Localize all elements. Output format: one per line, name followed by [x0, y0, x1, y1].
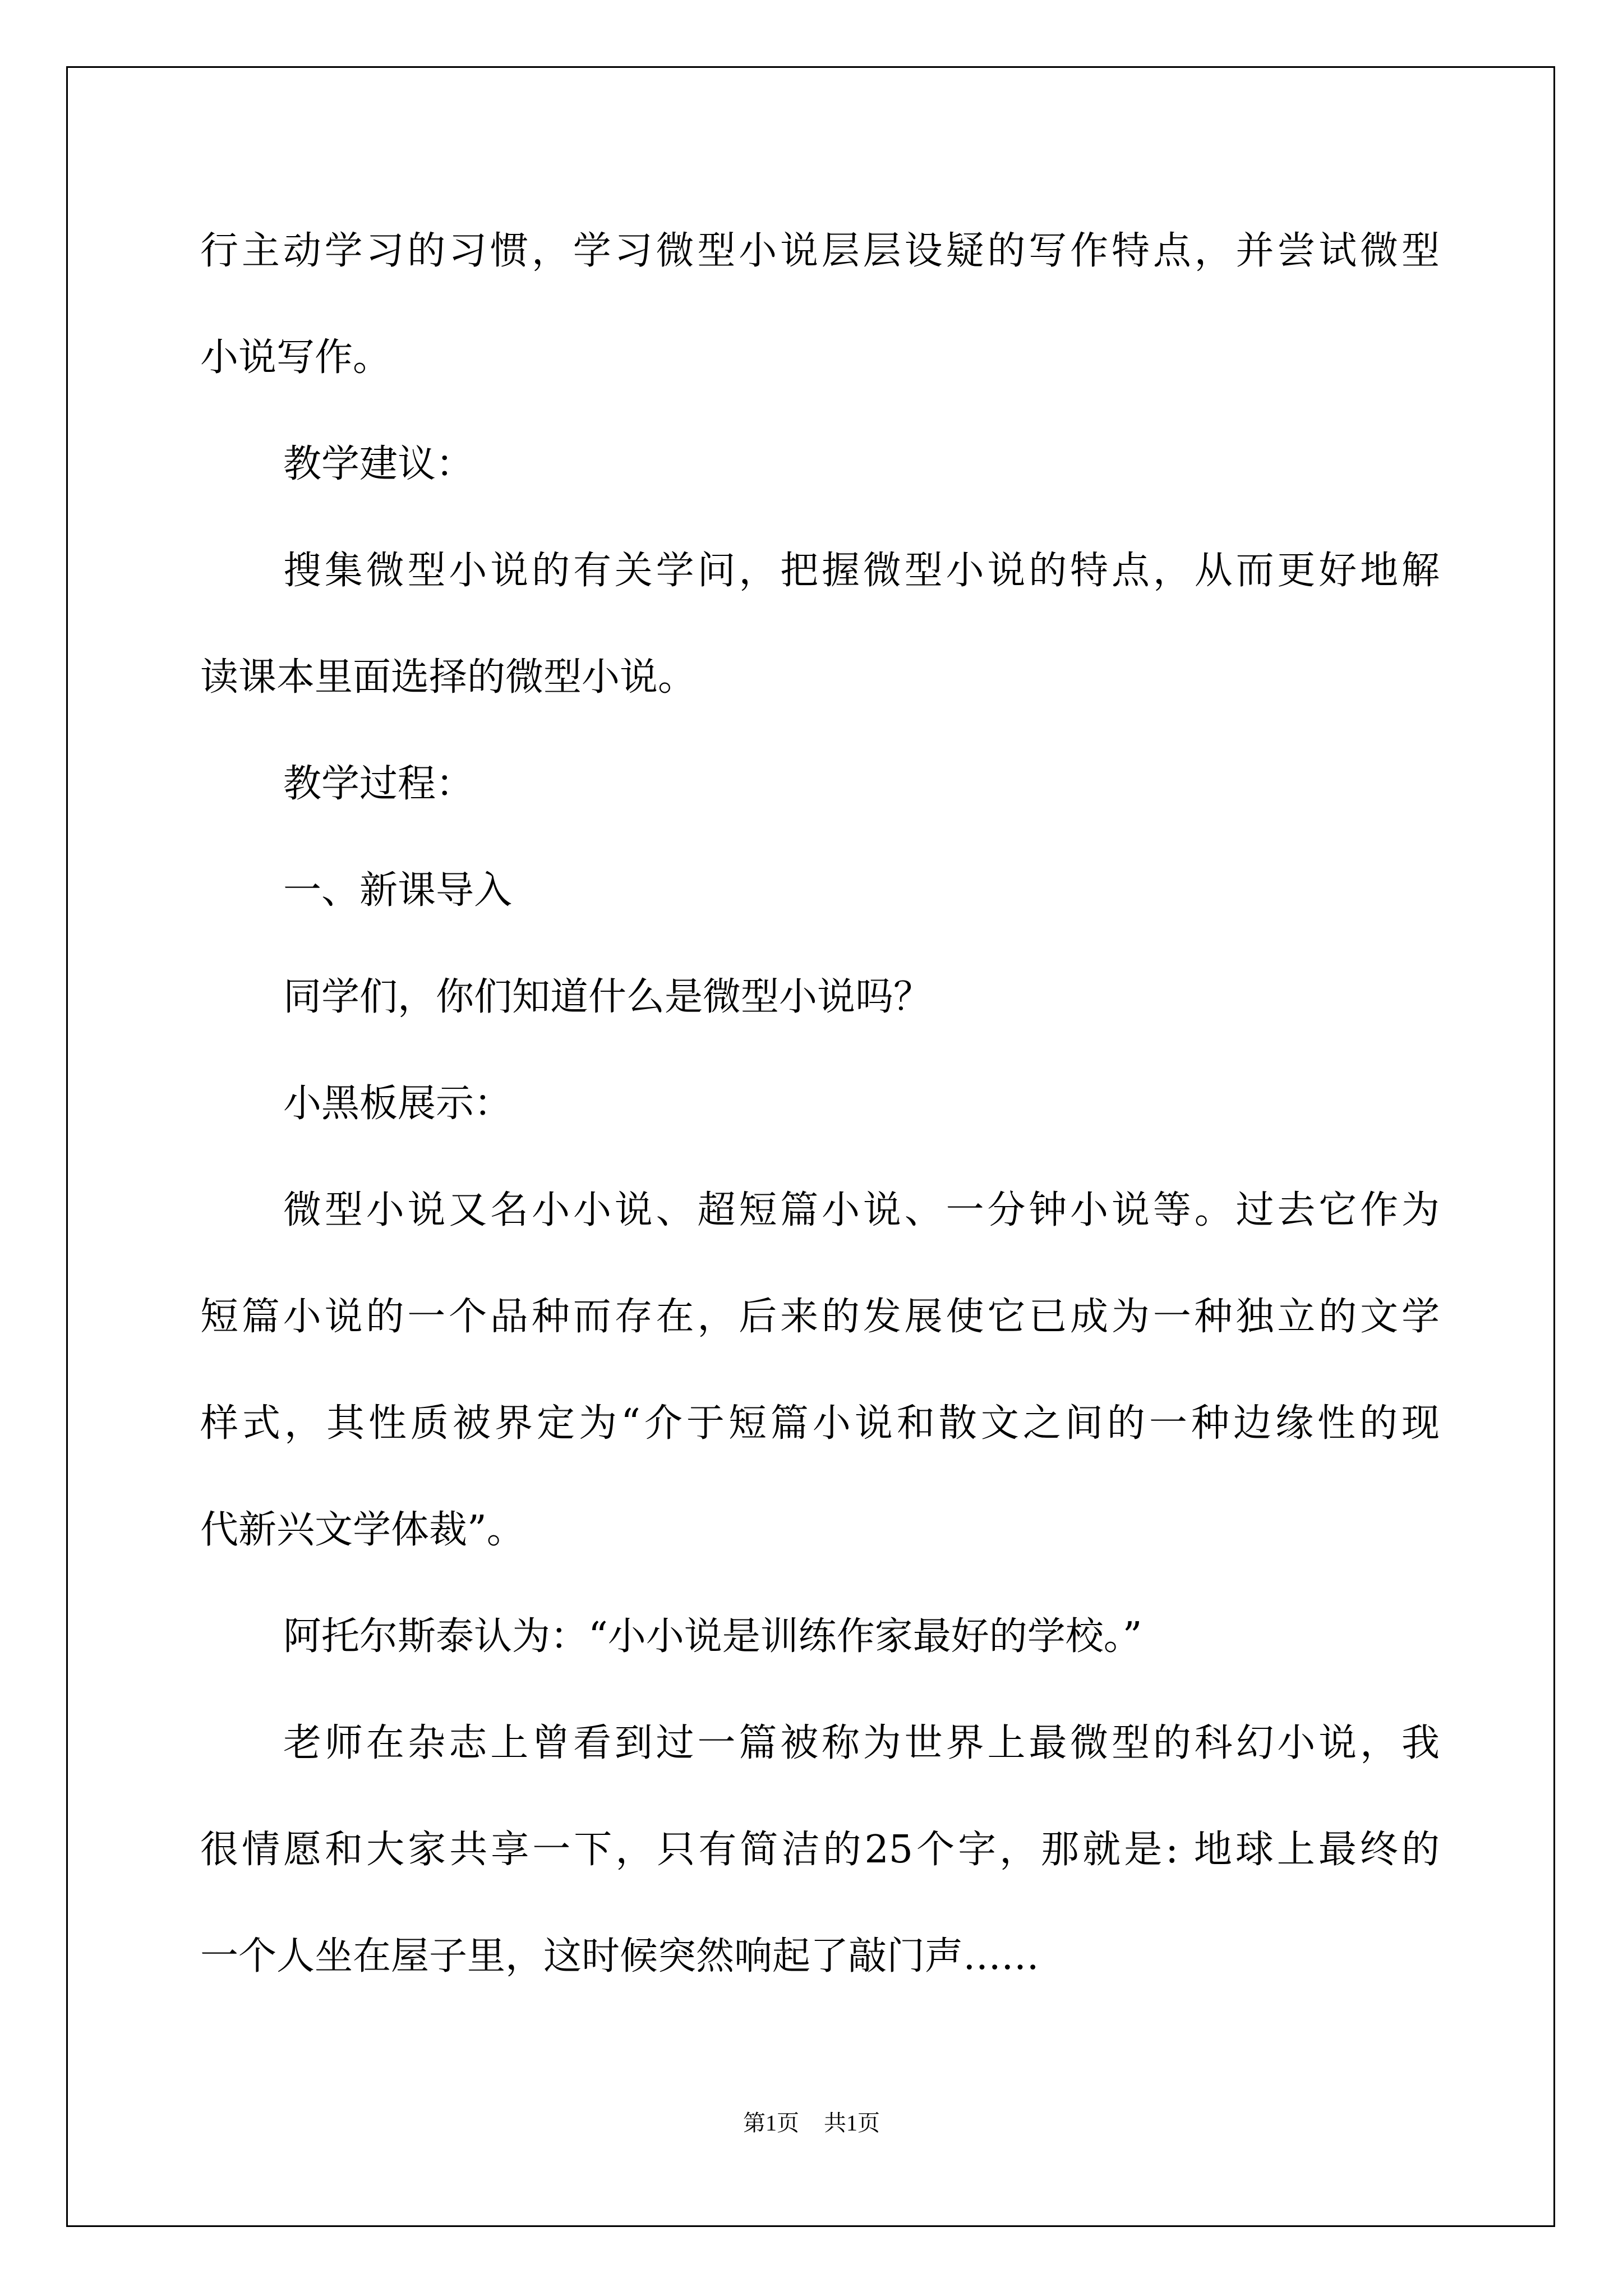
text-line: 同学们，你们知道什么是微型小说吗？: [283, 975, 932, 1019]
text-line: 一个人坐在屋子里，这时候突然响起了敲门声……: [200, 1934, 1040, 1978]
page-number: 第1页: [743, 2110, 799, 2136]
text-line: 微型小说又名小小说、超短篇小说、一分钟小说等。过去它作为: [283, 1188, 1440, 1232]
page-total: 共1页: [824, 2110, 880, 2136]
section-heading: 教学建议：: [283, 442, 474, 486]
section-heading: 教学过程：: [283, 762, 474, 806]
text-line: 样式，其性质被界定为“介于短篇小说和散文之间的一种边缘性的现: [200, 1401, 1440, 1446]
text-line: 搜集微型小说的有关学问，把握微型小说的特点，从而更好地解: [283, 549, 1440, 593]
text-line: 小黑板展示：: [283, 1082, 513, 1126]
page-footer: [0, 2109, 1623, 2137]
page-border: [66, 66, 1555, 2227]
section-heading: 一、新课导入: [283, 868, 513, 913]
quote-line: 阿托尔斯泰认为：“小小说是训练作家最好的学校。”: [283, 1614, 1142, 1659]
text-line: 读课本里面选择的微型小说。: [200, 655, 697, 700]
text-line: 很情愿和大家共享一下，只有简洁的25个字，那就是: 地球上最终的: [200, 1828, 1440, 1872]
text-line: 小说写作。: [200, 335, 391, 380]
text-line: 行主动学习的习惯，学习微型小说层层设疑的写作特点，并尝试微型: [200, 229, 1440, 273]
text-line: 老师在杂志上曾看到过一篇被称为世界上最微型的科幻小说，我: [283, 1721, 1440, 1765]
text-line: 短篇小说的一个品种而存在，后来的发展使它已成为一种独立的文学: [200, 1295, 1440, 1339]
text-line: 代新兴文学体裁”。: [200, 1508, 525, 1552]
